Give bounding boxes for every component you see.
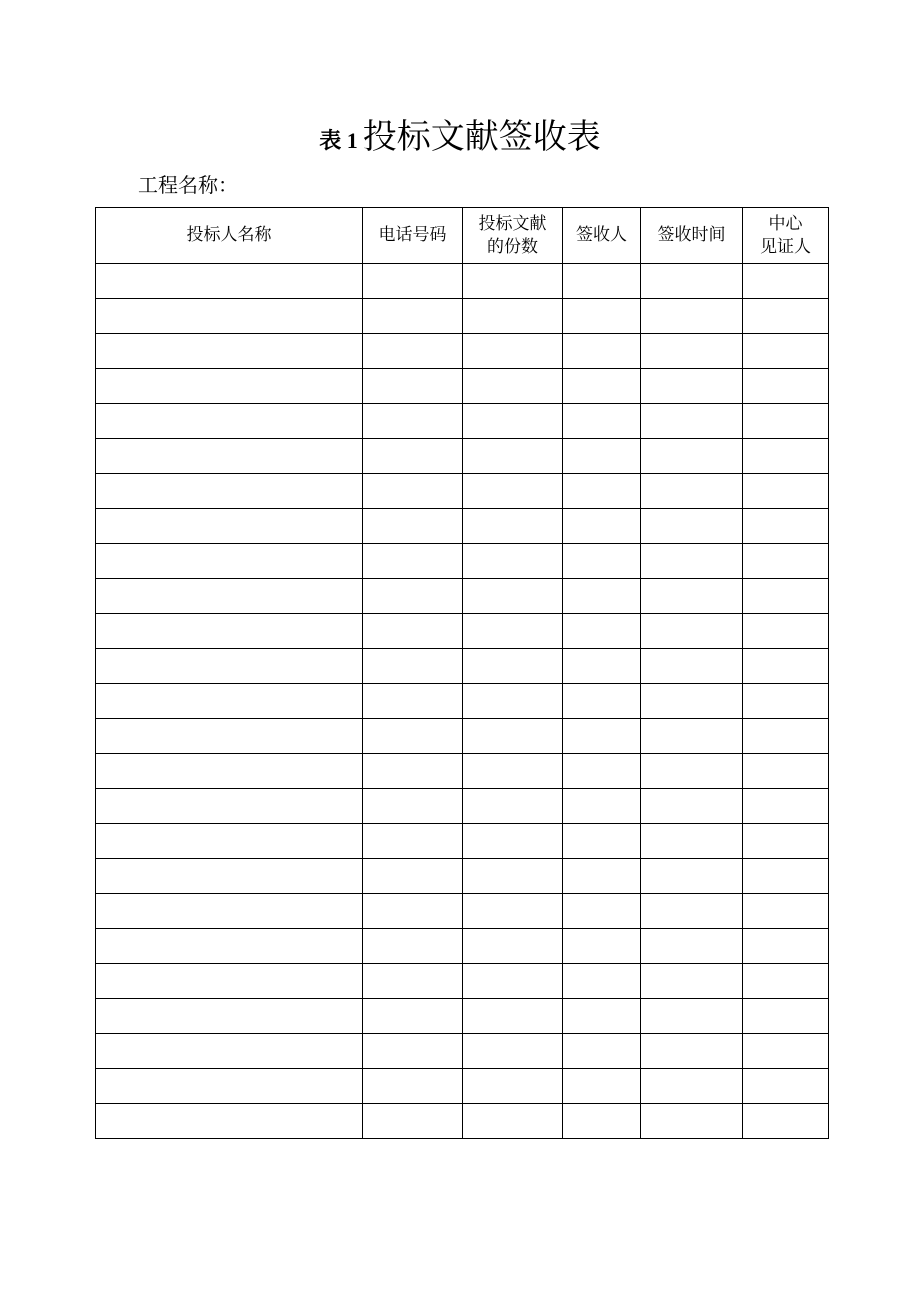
cell-sign-time[interactable] [641, 684, 743, 719]
table-row [96, 614, 829, 649]
table-number: 表 1 [319, 128, 358, 153]
cell-sign-time[interactable] [641, 404, 743, 439]
cell-bidder-name[interactable] [96, 369, 363, 404]
cell-phone-number[interactable] [363, 474, 463, 509]
cell-sign-time[interactable] [641, 1104, 743, 1139]
cell-phone-number[interactable] [363, 1069, 463, 1104]
cell-signer[interactable] [563, 509, 641, 544]
table-row [96, 1069, 829, 1104]
header-signer [563, 208, 641, 264]
table-row [96, 334, 829, 369]
cell-signer[interactable] [563, 474, 641, 509]
cell-sign-time[interactable] [641, 929, 743, 964]
cell-bidder-name[interactable] [96, 964, 363, 999]
cell-witness[interactable] [743, 299, 829, 334]
cell-phone-number[interactable] [363, 1034, 463, 1069]
cell-document-copies[interactable] [463, 579, 563, 614]
cell-sign-time[interactable] [641, 964, 743, 999]
cell-signer[interactable] [563, 999, 641, 1034]
cell-sign-time[interactable] [641, 649, 743, 684]
cell-signer[interactable] [563, 789, 641, 824]
header-sign-time [641, 208, 743, 264]
table-row [96, 789, 829, 824]
cell-witness[interactable] [743, 474, 829, 509]
cell-bidder-name[interactable] [96, 999, 363, 1034]
header-phone-number [363, 208, 463, 264]
cell-document-copies[interactable] [463, 789, 563, 824]
header-line: 中心 [768, 213, 803, 234]
cell-signer[interactable] [563, 264, 641, 299]
header-witness [743, 208, 829, 264]
cell-bidder-name[interactable] [96, 264, 363, 299]
cell-bidder-name[interactable] [96, 1104, 363, 1139]
cell-phone-number[interactable] [363, 684, 463, 719]
cell-signer[interactable] [563, 719, 641, 754]
cell-witness[interactable] [743, 684, 829, 719]
cell-signer[interactable] [563, 1069, 641, 1104]
cell-document-copies[interactable] [463, 369, 563, 404]
cell-witness[interactable] [743, 824, 829, 859]
cell-bidder-name[interactable] [96, 684, 363, 719]
cell-sign-time[interactable] [641, 439, 743, 474]
cell-bidder-name[interactable] [96, 474, 363, 509]
cell-witness[interactable] [743, 894, 829, 929]
cell-sign-time[interactable] [641, 299, 743, 334]
cell-phone-number[interactable] [363, 614, 463, 649]
cell-document-copies[interactable] [463, 264, 563, 299]
cell-bidder-name[interactable] [96, 929, 363, 964]
header-line: 签收人 [576, 225, 627, 245]
table-row [96, 579, 829, 614]
cell-sign-time[interactable] [641, 859, 743, 894]
cell-witness[interactable] [743, 929, 829, 964]
cell-signer[interactable] [563, 929, 641, 964]
cell-sign-time[interactable] [641, 719, 743, 754]
table-row [96, 544, 829, 579]
cell-signer[interactable] [563, 404, 641, 439]
header-row [96, 208, 829, 264]
cell-document-copies[interactable] [463, 684, 563, 719]
cell-bidder-name[interactable] [96, 544, 363, 579]
cell-document-copies[interactable] [463, 299, 563, 334]
cell-witness[interactable] [743, 1104, 829, 1139]
cell-document-copies[interactable] [463, 894, 563, 929]
cell-document-copies[interactable] [463, 1104, 563, 1139]
cell-document-copies[interactable] [463, 1034, 563, 1069]
cell-bidder-name[interactable] [96, 299, 363, 334]
cell-signer[interactable] [563, 544, 641, 579]
cell-document-copies[interactable] [463, 404, 563, 439]
cell-document-copies[interactable] [463, 999, 563, 1034]
cell-document-copies[interactable] [463, 439, 563, 474]
cell-bidder-name[interactable] [96, 439, 363, 474]
cell-signer[interactable] [563, 684, 641, 719]
table-row [96, 369, 829, 404]
table-row [96, 859, 829, 894]
cell-phone-number[interactable] [363, 859, 463, 894]
table-row [96, 439, 829, 474]
cell-sign-time[interactable] [641, 544, 743, 579]
cell-phone-number[interactable] [363, 299, 463, 334]
cell-bidder-name[interactable] [96, 579, 363, 614]
cell-signer[interactable] [563, 859, 641, 894]
cell-phone-number[interactable] [363, 509, 463, 544]
cell-witness[interactable] [743, 719, 829, 754]
table-row [96, 964, 829, 999]
project-name-label: 工程名称： [138, 173, 238, 197]
cell-document-copies[interactable] [463, 859, 563, 894]
cell-sign-time[interactable] [641, 824, 743, 859]
cell-bidder-name[interactable] [96, 1034, 363, 1069]
header-line: 见证人 [760, 236, 811, 257]
cell-document-copies[interactable] [463, 614, 563, 649]
cell-signer[interactable] [563, 369, 641, 404]
cell-document-copies[interactable] [463, 754, 563, 789]
cell-phone-number[interactable] [363, 964, 463, 999]
cell-signer[interactable] [563, 754, 641, 789]
cell-signer[interactable] [563, 649, 641, 684]
cell-sign-time[interactable] [641, 789, 743, 824]
cell-witness[interactable] [743, 614, 829, 649]
cell-signer[interactable] [563, 299, 641, 334]
cell-witness[interactable] [743, 649, 829, 684]
table-body [96, 264, 829, 1139]
header-line: 的份数 [487, 236, 538, 257]
cell-phone-number[interactable] [363, 439, 463, 474]
table-row [96, 404, 829, 439]
cell-signer[interactable] [563, 964, 641, 999]
cell-witness[interactable] [743, 509, 829, 544]
table-row [96, 264, 829, 299]
cell-witness[interactable] [743, 579, 829, 614]
cell-phone-number[interactable] [363, 929, 463, 964]
cell-sign-time[interactable] [641, 614, 743, 649]
cell-bidder-name[interactable] [96, 789, 363, 824]
table-row [96, 894, 829, 929]
page-title [0, 112, 920, 168]
table-title: 投标文献签收表 [362, 117, 601, 157]
cell-phone-number[interactable] [363, 579, 463, 614]
cell-witness[interactable] [743, 789, 829, 824]
cell-signer[interactable] [563, 614, 641, 649]
table-row [96, 1034, 829, 1069]
cell-phone-number[interactable] [363, 1104, 463, 1139]
cell-bidder-name[interactable] [96, 404, 363, 439]
cell-bidder-name[interactable] [96, 719, 363, 754]
cell-witness[interactable] [743, 334, 829, 369]
table-row [96, 999, 829, 1034]
cell-document-copies[interactable] [463, 929, 563, 964]
table-row [96, 474, 829, 509]
cell-sign-time[interactable] [641, 894, 743, 929]
cell-sign-time[interactable] [641, 754, 743, 789]
sign-in-table [95, 207, 829, 1139]
cell-phone-number[interactable] [363, 649, 463, 684]
cell-phone-number[interactable] [363, 264, 463, 299]
cell-document-copies[interactable] [463, 964, 563, 999]
cell-witness[interactable] [743, 1069, 829, 1104]
cell-bidder-name[interactable] [96, 824, 363, 859]
cell-bidder-name[interactable] [96, 614, 363, 649]
header-line: 签收时间 [657, 225, 726, 245]
header-line: 电话号码 [378, 225, 447, 245]
table-row [96, 824, 829, 859]
cell-document-copies[interactable] [463, 509, 563, 544]
cell-signer[interactable] [563, 334, 641, 369]
cell-witness[interactable] [743, 264, 829, 299]
cell-sign-time[interactable] [641, 264, 743, 299]
header-bidder-name [96, 208, 363, 264]
cell-sign-time[interactable] [641, 1034, 743, 1069]
cell-document-copies[interactable] [463, 824, 563, 859]
cell-phone-number[interactable] [363, 544, 463, 579]
cell-witness[interactable] [743, 544, 829, 579]
cell-sign-time[interactable] [641, 334, 743, 369]
cell-sign-time[interactable] [641, 474, 743, 509]
cell-phone-number[interactable] [363, 404, 463, 439]
cell-witness[interactable] [743, 859, 829, 894]
cell-bidder-name[interactable] [96, 754, 363, 789]
table-row [96, 1104, 829, 1139]
cell-phone-number[interactable] [363, 999, 463, 1034]
cell-bidder-name[interactable] [96, 894, 363, 929]
cell-witness[interactable] [743, 964, 829, 999]
header-line: 投标文献 [478, 213, 547, 234]
cell-phone-number[interactable] [363, 369, 463, 404]
cell-phone-number[interactable] [363, 789, 463, 824]
table-row [96, 719, 829, 754]
cell-signer[interactable] [563, 894, 641, 929]
cell-bidder-name[interactable] [96, 649, 363, 684]
cell-witness[interactable] [743, 404, 829, 439]
table-row [96, 929, 829, 964]
cell-document-copies[interactable] [463, 334, 563, 369]
cell-signer[interactable] [563, 824, 641, 859]
cell-signer[interactable] [563, 1034, 641, 1069]
cell-bidder-name[interactable] [96, 1069, 363, 1104]
header-document-copies [463, 208, 563, 264]
table-row [96, 299, 829, 334]
cell-signer[interactable] [563, 579, 641, 614]
table-row [96, 754, 829, 789]
cell-bidder-name[interactable] [96, 334, 363, 369]
cell-document-copies[interactable] [463, 1069, 563, 1104]
cell-sign-time[interactable] [641, 1069, 743, 1104]
header-line: 投标人名称 [186, 225, 272, 245]
cell-witness[interactable] [743, 754, 829, 789]
cell-witness[interactable] [743, 999, 829, 1034]
cell-document-copies[interactable] [463, 544, 563, 579]
cell-witness[interactable] [743, 439, 829, 474]
cell-phone-number[interactable] [363, 719, 463, 754]
cell-phone-number[interactable] [363, 754, 463, 789]
cell-document-copies[interactable] [463, 474, 563, 509]
cell-sign-time[interactable] [641, 509, 743, 544]
table-row [96, 649, 829, 684]
cell-bidder-name[interactable] [96, 509, 363, 544]
table-row [96, 684, 829, 719]
cell-signer[interactable] [563, 439, 641, 474]
cell-sign-time[interactable] [641, 579, 743, 614]
cell-document-copies[interactable] [463, 649, 563, 684]
cell-phone-number[interactable] [363, 824, 463, 859]
cell-witness[interactable] [743, 1034, 829, 1069]
cell-witness[interactable] [743, 369, 829, 404]
table-row [96, 509, 829, 544]
cell-phone-number[interactable] [363, 894, 463, 929]
cell-phone-number[interactable] [363, 334, 463, 369]
cell-bidder-name[interactable] [96, 859, 363, 894]
cell-signer[interactable] [563, 1104, 641, 1139]
cell-sign-time[interactable] [641, 369, 743, 404]
cell-document-copies[interactable] [463, 719, 563, 754]
cell-sign-time[interactable] [641, 999, 743, 1034]
